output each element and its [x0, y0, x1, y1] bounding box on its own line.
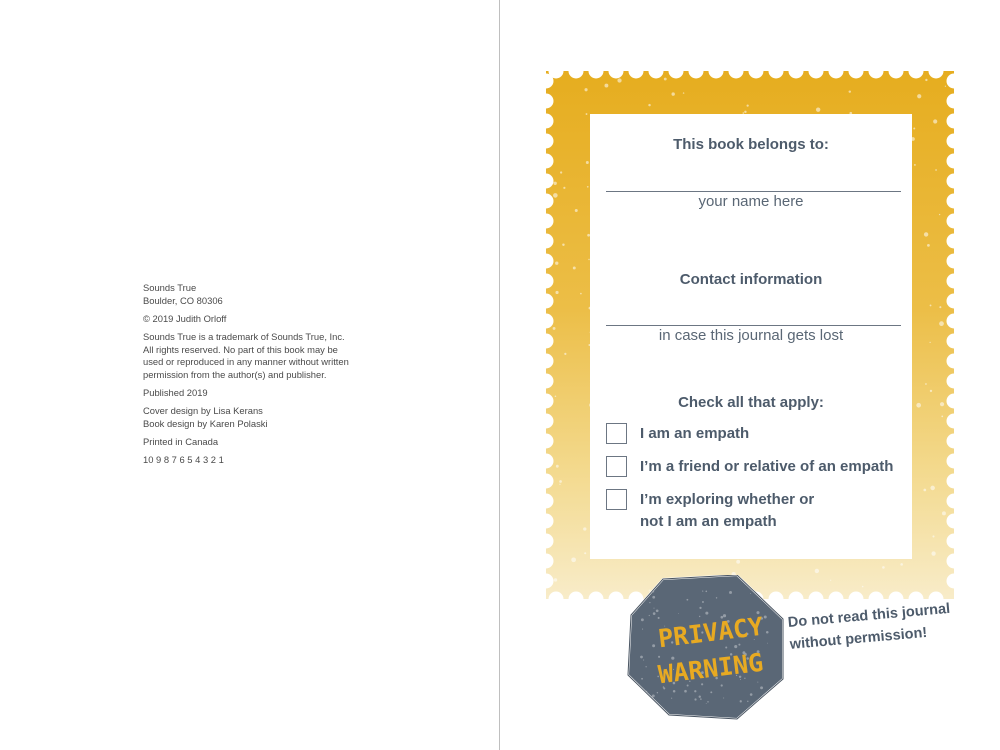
- belongs-heading: This book belongs to:: [673, 136, 829, 153]
- copyright-line: © 2019 Judith Orloff: [143, 312, 227, 324]
- rights-line: All rights reserved. No part of this book may be: [143, 343, 338, 355]
- option-label: I am an empath: [640, 425, 750, 442]
- check-heading: Check all that apply:: [678, 394, 824, 411]
- page-gutter: [499, 0, 500, 750]
- option-label: I’m exploring whether or: [640, 491, 815, 508]
- name-hint: your name here: [698, 193, 804, 210]
- printing-number-line: 10 9 8 7 6 5 4 3 2 1: [143, 454, 224, 466]
- rights-line: permission from the author(s) and publisher.: [143, 368, 327, 380]
- contact-line[interactable]: [606, 325, 901, 326]
- name-line[interactable]: [606, 191, 901, 192]
- rights-line: Sounds True is a trademark of Sounds True, Inc.: [143, 330, 345, 342]
- empath-checkbox[interactable]: [606, 423, 627, 444]
- privacy-warning-octagon: [625, 575, 787, 720]
- copyright-block: [143, 282, 373, 472]
- published-line: Published 2019: [143, 386, 208, 398]
- exploring-checkbox[interactable]: [606, 489, 627, 510]
- ownership-card: [590, 114, 912, 559]
- warning-line: without permission!: [789, 624, 928, 653]
- book-design-credit: Book design by Karen Polaski: [143, 417, 268, 429]
- publisher-name: Sounds True: [143, 282, 197, 293]
- badge-line-2: WARNING: [656, 647, 765, 690]
- contact-heading: Contact information: [679, 271, 823, 288]
- option-label-continued: not I am an empath: [640, 513, 777, 530]
- badge-line-1: PRIVACY: [656, 611, 765, 654]
- friend-relative-checkbox[interactable]: [606, 456, 627, 477]
- option-label: I’m a friend or relative of an empath: [640, 458, 894, 475]
- privacy-warning-note: [787, 596, 970, 656]
- warning-line: Do not read this journal: [787, 600, 951, 631]
- cover-design-credit: Cover design by Lisa Kerans: [143, 405, 263, 417]
- rights-line: used or reproduced in any manner without written: [143, 356, 349, 368]
- contact-hint: in case this journal gets lost: [658, 327, 844, 344]
- printed-in-line: Printed in Canada: [143, 435, 219, 447]
- publisher-city: Boulder, CO 80306: [143, 294, 223, 306]
